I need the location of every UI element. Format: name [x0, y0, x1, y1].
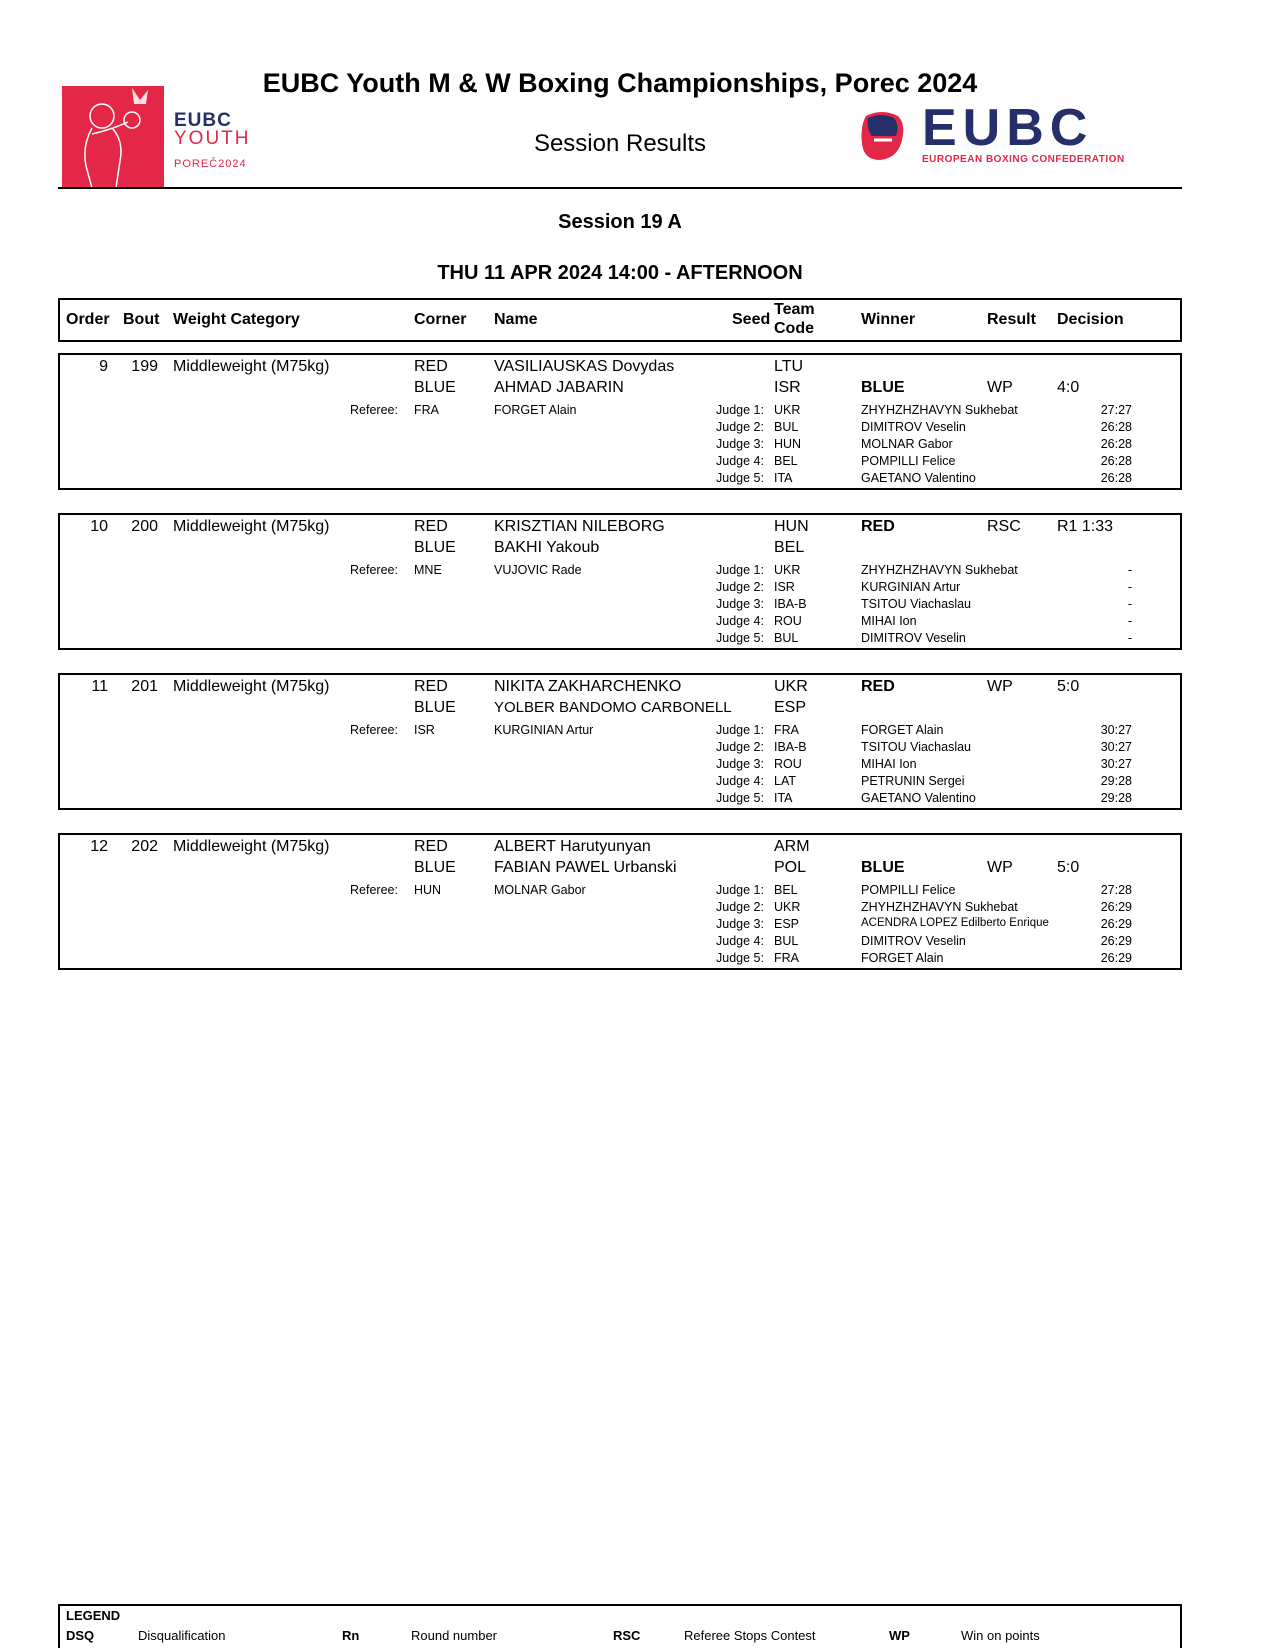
judge-score: 30:27 [1100, 740, 1132, 754]
judge-name: MIHAI Ion [861, 757, 917, 771]
referee-name: KURGINIAN Artur [494, 723, 594, 737]
legend-text-rn: Round number [411, 1628, 497, 1643]
logo-eubc-large-text: EUBC [922, 99, 1094, 157]
judge-label: Judge 4: [716, 614, 764, 628]
event-title: EUBC Youth M & W Boxing Championships, Porec 2024 [262, 68, 978, 98]
judge-label: Judge 4: [716, 774, 764, 788]
bout-order: 11 [91, 678, 108, 695]
referee-label: Referee: [350, 723, 398, 737]
column-header-row [58, 298, 1182, 342]
judge-label: Judge 5: [716, 791, 764, 805]
judge-name: MIHAI Ion [861, 614, 917, 628]
judge-label: Judge 1: [716, 723, 764, 737]
winner: BLUE [861, 379, 905, 396]
judge-score: 27:27 [1100, 403, 1132, 417]
bout-number: 201 [131, 678, 158, 695]
referee-name: FORGET Alain [494, 403, 577, 417]
session-date: THU 11 APR 2024 14:00 - AFTERNOON [437, 262, 803, 284]
red-corner-label: RED [414, 358, 448, 375]
judge-country: IBA-B [774, 740, 807, 754]
red-corner-label: RED [414, 838, 448, 855]
col-team-line1: Team [774, 301, 815, 318]
referee-label: Referee: [350, 563, 398, 577]
judge-label: Judge 4: [716, 454, 764, 468]
blue-team-code: POL [774, 859, 807, 876]
judge-label: Judge 2: [716, 580, 764, 594]
winner: BLUE [861, 859, 905, 876]
judge-name: DIMITROV Veselin [861, 631, 966, 645]
judge-name: ZHYHZHZHAVYN Sukhebat [861, 563, 1018, 577]
judge-score: 29:28 [1100, 774, 1132, 788]
result: WP [987, 678, 1013, 695]
weight-category: Middleweight (M75kg) [173, 518, 330, 535]
blue-corner-label: BLUE [414, 539, 456, 556]
col-decision: Decision [1057, 311, 1124, 328]
judge-country: ESP [774, 917, 800, 931]
legend-text-wp: Win on points [961, 1628, 1040, 1643]
judge-score: 26:28 [1100, 454, 1132, 468]
red-corner-label: RED [414, 518, 448, 535]
judge-label: Judge 5: [716, 631, 764, 645]
red-boxer-name: VASILIAUSKAS Dovydas [494, 358, 675, 375]
red-team-code: UKR [774, 678, 808, 695]
judge-country: ISR [774, 580, 795, 594]
judge-country: IBA-B [774, 597, 807, 611]
judge-label: Judge 2: [716, 900, 764, 914]
judge-country: HUN [774, 437, 802, 451]
judge-score: 26:29 [1100, 934, 1132, 948]
judge-score: - [1127, 597, 1132, 611]
referee-label: Referee: [350, 883, 398, 897]
bout-block [58, 353, 1182, 490]
col-corner: Corner [414, 311, 467, 328]
red-boxer-name: KRISZTIAN NILEBORG [494, 518, 665, 535]
logo-porec-text: POREČ2024 [174, 158, 247, 170]
judge-label: Judge 3: [716, 917, 764, 931]
legend-code-wp: WP [889, 1628, 910, 1643]
judge-score: - [1127, 580, 1132, 594]
judge-score: - [1127, 563, 1132, 577]
judge-label: Judge 1: [716, 403, 764, 417]
result: WP [987, 859, 1013, 876]
judge-country: FRA [774, 951, 799, 965]
weight-category: Middleweight (M75kg) [173, 838, 330, 855]
boxer-icon [62, 86, 164, 188]
judge-name: FORGET Alain [861, 951, 944, 965]
session-label: Session 19 A [558, 211, 682, 233]
judge-label: Judge 3: [716, 597, 764, 611]
judge-score: 29:28 [1100, 791, 1132, 805]
eubc-logo [858, 99, 1188, 168]
legend-text-rsc: Referee Stops Contest [684, 1628, 816, 1643]
legend-code-rsc: RSC [613, 1628, 641, 1643]
col-weight-category: Weight Category [173, 311, 300, 328]
bout-block [58, 673, 1182, 810]
bout-block [58, 513, 1182, 650]
boxer-emblem [62, 86, 164, 188]
decision: R1 1:33 [1057, 518, 1114, 535]
col-team-line2: Code [774, 320, 814, 337]
blue-boxer-name: YOLBER BANDOMO CARBONELL [494, 699, 732, 716]
blue-corner-label: BLUE [414, 699, 456, 716]
referee-country: MNE [414, 563, 442, 577]
winner: RED [861, 678, 895, 695]
logo-confederation-text: EUROPEAN BOXING CONFEDERATION [922, 154, 1125, 165]
weight-category: Middleweight (M75kg) [173, 358, 330, 375]
judge-score: 26:29 [1100, 917, 1132, 931]
judge-score: 26:29 [1100, 900, 1132, 914]
result: RSC [987, 518, 1021, 535]
red-boxer-name: NIKITA ZAKHARCHENKO [494, 678, 682, 695]
judge-label: Judge 1: [716, 563, 764, 577]
judge-name: ZHYHZHZHAVYN Sukhebat [861, 900, 1018, 914]
blue-boxer-name: AHMAD JABARIN [494, 379, 624, 396]
logo-eubc-text: EUBC [174, 110, 232, 131]
judge-score: 26:28 [1100, 420, 1132, 434]
winner: RED [861, 518, 895, 535]
referee-country: HUN [414, 883, 442, 897]
judge-country: LAT [774, 774, 796, 788]
judge-score: 30:27 [1100, 723, 1132, 737]
boxing-glove-icon [858, 110, 906, 162]
blue-team-code: BEL [774, 539, 805, 556]
legend-code-dsq: DSQ [66, 1628, 95, 1643]
judge-country: ITA [774, 791, 793, 805]
judge-score: 26:28 [1100, 437, 1132, 451]
document-subtitle: Session Results [533, 130, 707, 157]
judge-score: - [1127, 631, 1132, 645]
judge-name: FORGET Alain [861, 723, 944, 737]
judge-name: DIMITROV Veselin [861, 934, 966, 948]
judge-country: ROU [774, 757, 802, 771]
col-winner: Winner [861, 311, 916, 328]
referee-label: Referee: [350, 403, 398, 417]
bout-order: 10 [90, 518, 108, 535]
bout-number: 202 [131, 838, 158, 855]
blue-team-code: ISR [774, 379, 801, 396]
red-corner-label: RED [414, 678, 448, 695]
red-team-code: ARM [774, 838, 810, 855]
legend-title: LEGEND [66, 1608, 121, 1623]
judge-country: BUL [774, 420, 799, 434]
legend-text-dsq: Disqualification [138, 1628, 226, 1643]
legend-code-rn: Rn [342, 1628, 360, 1643]
red-boxer-name: ALBERT Harutyunyan [494, 838, 651, 855]
bout-number: 200 [131, 518, 158, 535]
bout-order: 9 [99, 358, 108, 375]
col-name: Name [494, 311, 538, 328]
judge-score: 26:28 [1100, 471, 1132, 485]
judge-name: KURGINIAN Artur [861, 580, 961, 594]
referee-country: ISR [414, 723, 435, 737]
judge-name: POMPILLI Felice [861, 883, 956, 897]
red-team-code: LTU [774, 358, 804, 375]
referee-country: FRA [414, 403, 439, 417]
judge-label: Judge 1: [716, 883, 764, 897]
judge-label: Judge 2: [716, 420, 764, 434]
judge-name: POMPILLI Felice [861, 454, 956, 468]
col-seed: Seed [732, 311, 771, 328]
judge-name: PETRUNIN Sergei [861, 774, 965, 788]
judge-country: BEL [774, 454, 798, 468]
blue-corner-label: BLUE [414, 379, 456, 396]
judge-country: ITA [774, 471, 793, 485]
judge-label: Judge 5: [716, 951, 764, 965]
col-bout: Bout [123, 311, 160, 328]
judge-country: FRA [774, 723, 799, 737]
blue-team-code: ESP [774, 699, 807, 716]
judge-country: UKR [774, 563, 801, 577]
judge-country: UKR [774, 900, 801, 914]
judge-label: Judge 4: [716, 934, 764, 948]
judge-name: ACENDRA LOPEZ Edilberto Enrique [861, 917, 1049, 929]
judge-country: BUL [774, 631, 799, 645]
col-order: Order [66, 311, 110, 328]
bout-number: 199 [131, 358, 158, 375]
blue-corner-label: BLUE [414, 859, 456, 876]
judge-country: ROU [774, 614, 802, 628]
judge-label: Judge 3: [716, 757, 764, 771]
judge-country: UKR [774, 403, 801, 417]
judge-label: Judge 2: [716, 740, 764, 754]
weight-category: Middleweight (M75kg) [173, 678, 330, 695]
judge-name: TSITOU Viachaslau [861, 740, 972, 754]
header-divider [58, 187, 1182, 189]
judge-name: ZHYHZHZHAVYN Sukhebat [861, 403, 1018, 417]
blue-boxer-name: BAKHI Yakoub [494, 539, 600, 556]
judge-score: 30:27 [1100, 757, 1132, 771]
judge-name: GAETANO Valentino [861, 471, 976, 485]
blue-boxer-name: FABIAN PAWEL Urbanski [494, 859, 677, 876]
result: WP [987, 379, 1013, 396]
judge-country: BEL [774, 883, 798, 897]
judge-score: 27:28 [1100, 883, 1132, 897]
decision: 5:0 [1057, 859, 1080, 876]
logo-youth-text: YOUTH [174, 128, 251, 149]
referee-name: VUJOVIC Rade [494, 563, 582, 577]
decision: 4:0 [1057, 379, 1080, 396]
judge-name: TSITOU Viachaslau [861, 597, 972, 611]
judge-name: GAETANO Valentino [861, 791, 976, 805]
legend [58, 1604, 1182, 1648]
col-result: Result [987, 311, 1036, 328]
judge-country: BUL [774, 934, 799, 948]
judge-name: DIMITROV Veselin [861, 420, 966, 434]
judge-name: MOLNAR Gabor [861, 437, 953, 451]
judge-label: Judge 5: [716, 471, 764, 485]
referee-name: MOLNAR Gabor [494, 883, 586, 897]
judge-score: 26:29 [1100, 951, 1132, 965]
judge-label: Judge 3: [716, 437, 764, 451]
bout-block [58, 833, 1182, 970]
judge-score: - [1127, 614, 1132, 628]
decision: 5:0 [1057, 678, 1080, 695]
red-team-code: HUN [774, 518, 809, 535]
bout-order: 12 [90, 838, 108, 855]
